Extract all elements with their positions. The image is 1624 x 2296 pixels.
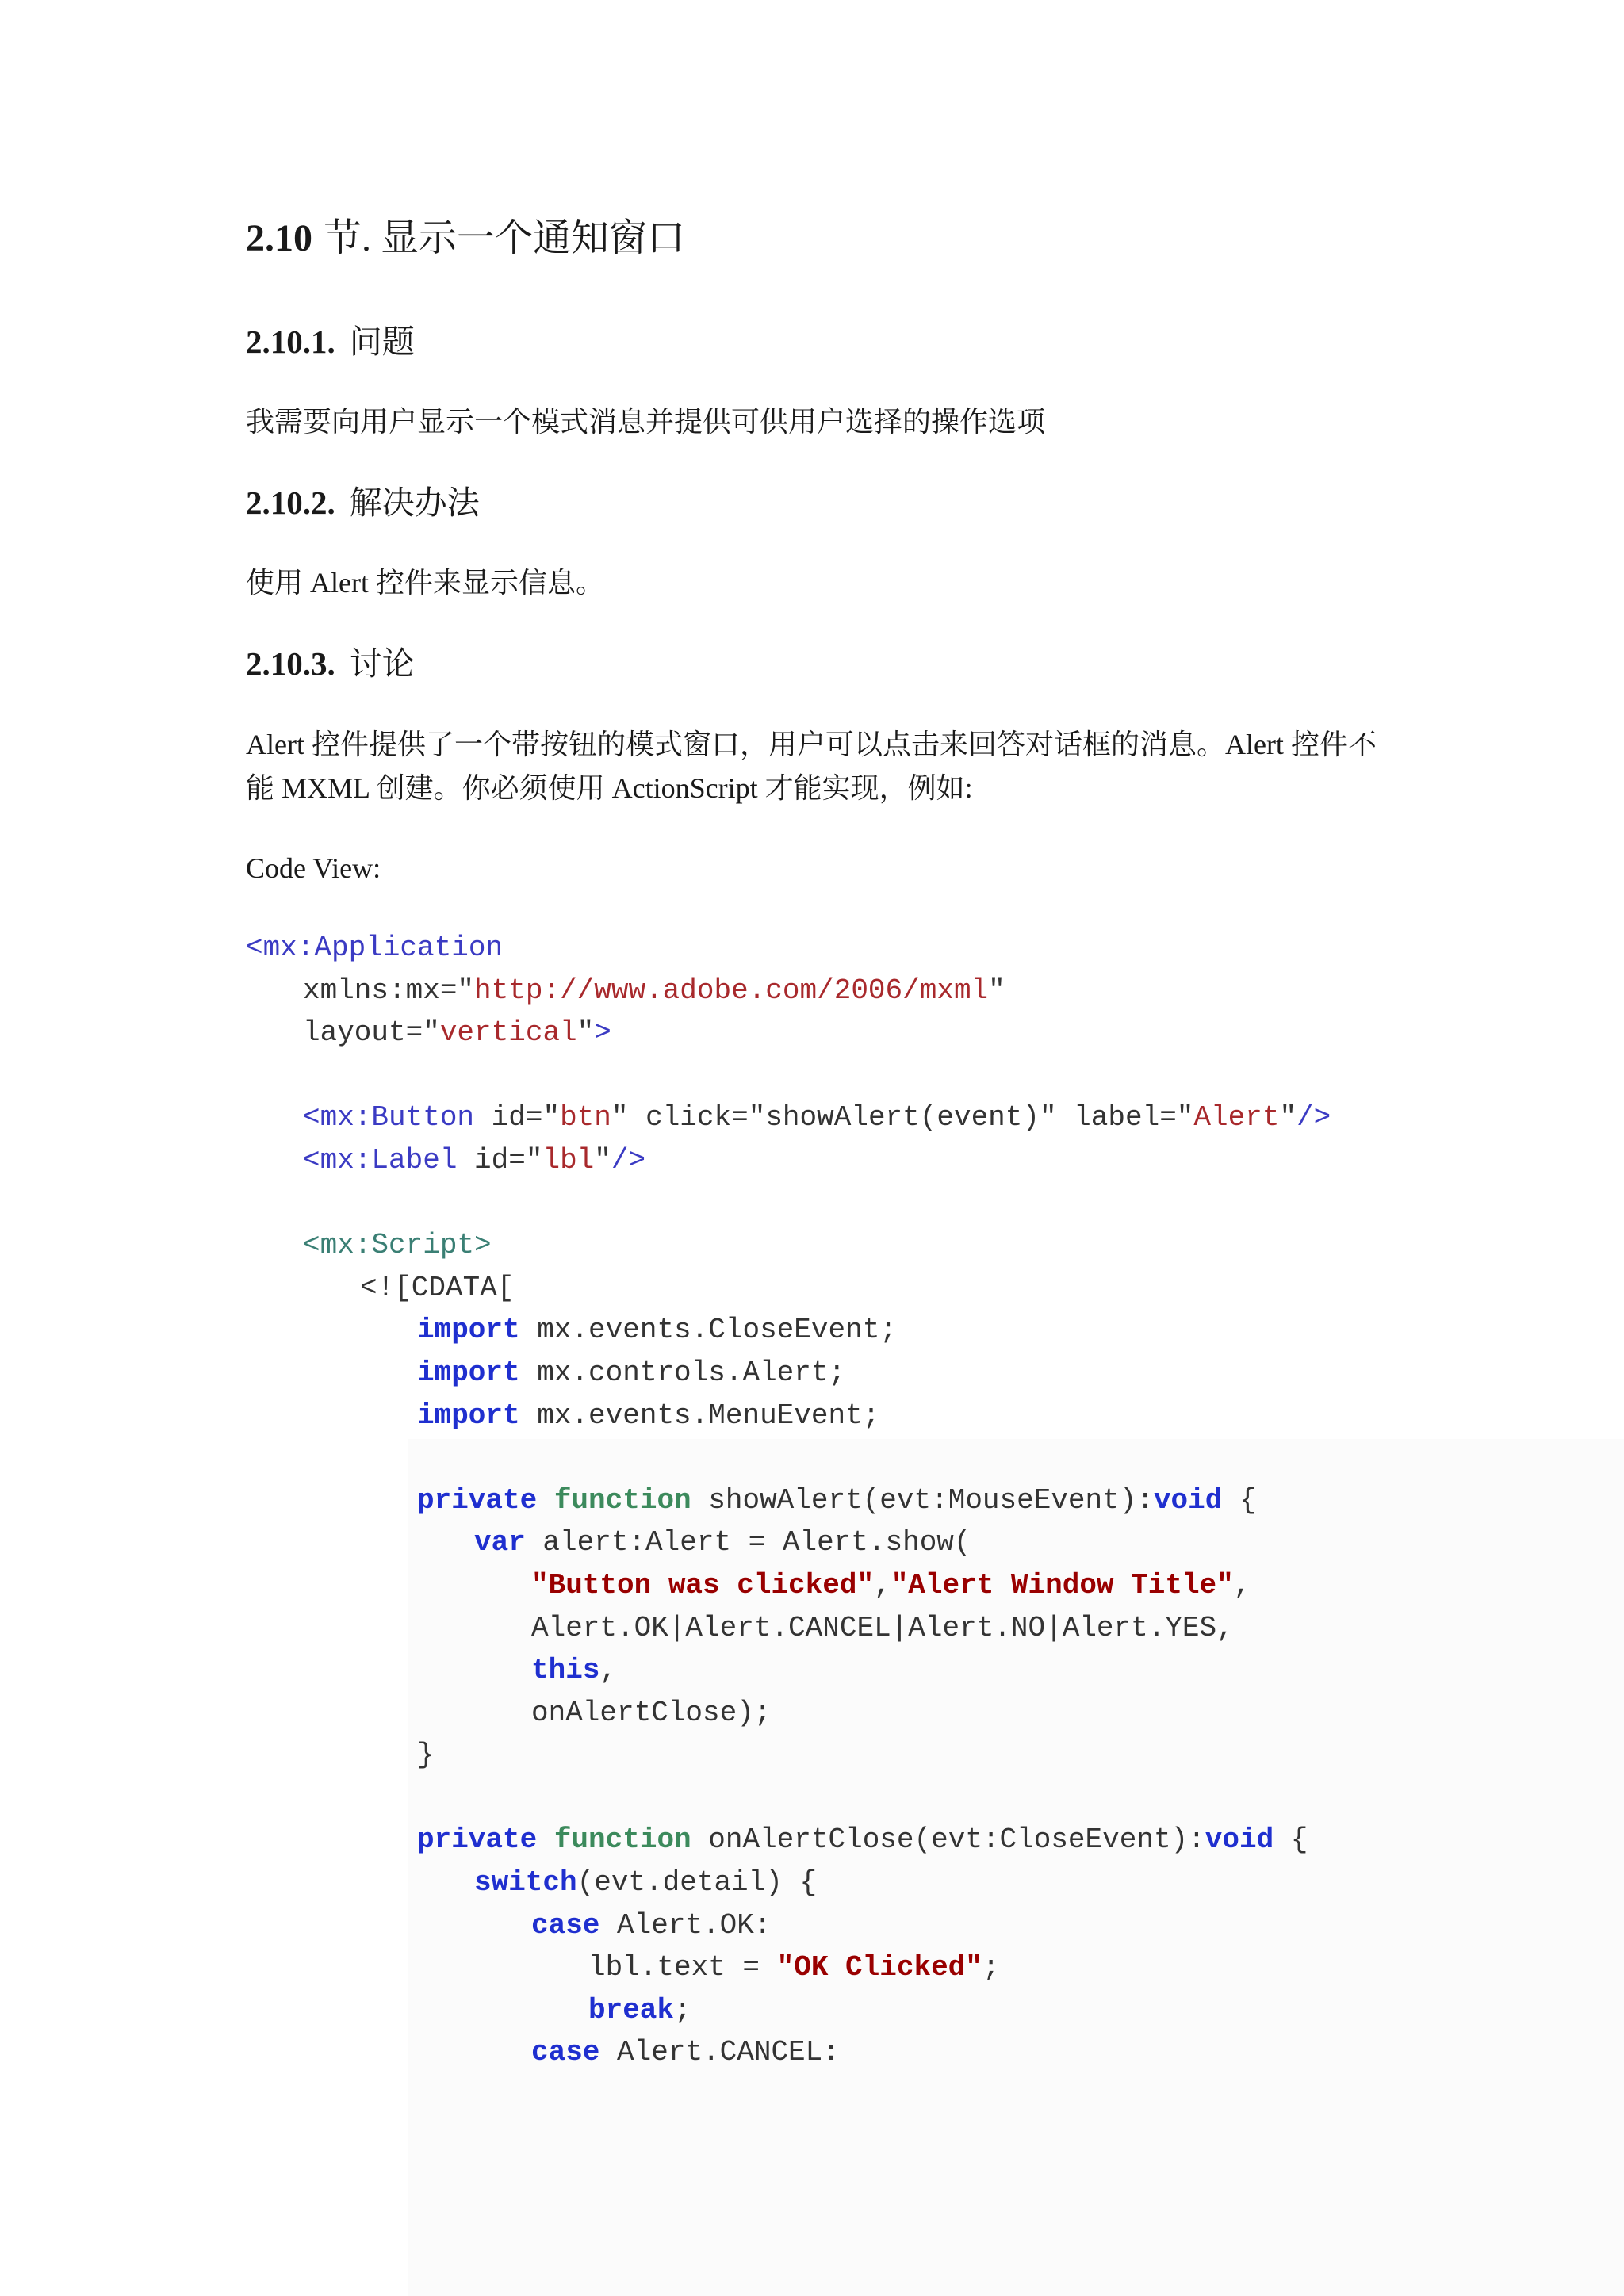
code-token-tag: /> bbox=[1297, 1101, 1331, 1135]
code-token-keyword: import bbox=[417, 1356, 520, 1389]
code-token-plain: } bbox=[417, 1739, 435, 1772]
code-line bbox=[246, 1692, 1331, 1735]
code-token-function-keyword: function bbox=[553, 1823, 691, 1857]
subsection-heading-discussion bbox=[246, 641, 415, 686]
code-token-plain: Alert.CANCEL: bbox=[599, 2036, 840, 2069]
code-line bbox=[246, 1989, 1331, 2032]
code-token-plain: " bbox=[1279, 1101, 1297, 1135]
paragraph-line: 能 MXML 创建。你必须使用 ActionScript 才能实现，例如: bbox=[246, 772, 973, 804]
code-token-plain: Alert.OK: bbox=[599, 1908, 772, 1942]
code-token-tag: > bbox=[594, 1016, 611, 1050]
discussion-paragraph bbox=[246, 723, 1377, 810]
code-token-attr-value: btn bbox=[560, 1101, 611, 1135]
code-token-plain: layout=" bbox=[303, 1016, 440, 1050]
code-token-tag: <mx:Application bbox=[246, 932, 504, 964]
code-line bbox=[246, 1862, 1331, 1904]
code-token-plain: Alert.OK|Alert.CANCEL|Alert.NO|Alert.YES, bbox=[531, 1611, 1234, 1644]
code-line bbox=[246, 2031, 1331, 2074]
subsection-heading-solution bbox=[246, 480, 480, 525]
code-listing bbox=[246, 927, 1331, 2074]
code-token-plain: mx.events.MenuEvent; bbox=[519, 1399, 880, 1432]
code-token-keyword: this bbox=[531, 1654, 600, 1687]
code-token-tag: <mx:Label bbox=[303, 1143, 458, 1177]
code-token-function-keyword: function bbox=[553, 1483, 691, 1517]
code-line bbox=[246, 1012, 1331, 1054]
code-line bbox=[246, 1607, 1331, 1650]
code-token-attr-value: http://www.adobe.com/2006/mxml bbox=[474, 974, 989, 1007]
code-token-keyword: import bbox=[417, 1314, 520, 1347]
code-token-plain: " bbox=[594, 1143, 611, 1177]
code-token-plain: id=" bbox=[457, 1143, 543, 1177]
code-line bbox=[246, 1734, 1331, 1777]
code-line bbox=[246, 1904, 1331, 1947]
code-line bbox=[246, 1395, 1331, 1437]
code-token-plain: id=" bbox=[474, 1101, 561, 1135]
code-token-string: "Button was clicked" bbox=[531, 1568, 875, 1601]
code-token-plain: , bbox=[874, 1568, 891, 1601]
code-token-keyword: var bbox=[474, 1526, 526, 1559]
code-line bbox=[246, 970, 1331, 1012]
code-token-plain: alert:Alert = Alert.show( bbox=[525, 1526, 971, 1559]
code-token-keyword: break bbox=[588, 1993, 675, 2026]
code-token-plain: mx.events.CloseEvent; bbox=[519, 1314, 897, 1347]
code-token-keyword: void bbox=[1205, 1823, 1274, 1857]
subsection-title: 解决办法 bbox=[349, 484, 480, 521]
subsection-number: 2.10.1. bbox=[246, 323, 335, 360]
code-token-plain: ; bbox=[674, 1993, 691, 2026]
code-token-plain: <![CDATA[ bbox=[360, 1271, 515, 1304]
code-token-keyword: import bbox=[417, 1399, 520, 1432]
code-token-plain: lbl.text = bbox=[588, 1951, 777, 1984]
code-line bbox=[246, 1564, 1331, 1607]
code-token-plain: ; bbox=[982, 1951, 1000, 1984]
code-token-keyword: case bbox=[531, 2036, 600, 2069]
code-token-plain: mx.controls.Alert; bbox=[519, 1356, 846, 1389]
code-token-plain: onAlertClose(evt:CloseEvent): bbox=[691, 1823, 1205, 1857]
subsection-title: 讨论 bbox=[349, 645, 415, 682]
section-title bbox=[246, 215, 685, 262]
code-line bbox=[246, 1819, 1331, 1862]
code-line bbox=[246, 1309, 1331, 1352]
section-number: 2.10 bbox=[246, 217, 312, 259]
code-token-plain: { bbox=[1274, 1823, 1308, 1857]
code-token-keyword: switch bbox=[474, 1866, 577, 1900]
code-line bbox=[246, 1352, 1331, 1395]
code-line bbox=[246, 1649, 1331, 1692]
code-token-attr-value: Alert bbox=[1193, 1101, 1280, 1135]
code-view-label: Code View: bbox=[246, 852, 381, 884]
code-line bbox=[246, 1139, 1331, 1182]
code-token-plain: " bbox=[576, 1016, 595, 1050]
subsection-number: 2.10.3. bbox=[246, 645, 335, 682]
code-token-attr-value: lbl bbox=[542, 1143, 595, 1177]
code-line bbox=[246, 1224, 1331, 1267]
code-line bbox=[246, 1096, 1331, 1139]
code-token-plain: onAlertClose); bbox=[531, 1696, 772, 1729]
code-token-plain: , bbox=[1233, 1568, 1251, 1601]
subsection-title: 问题 bbox=[349, 323, 415, 360]
code-line bbox=[246, 927, 1331, 970]
code-token-script-tag: <mx:Script> bbox=[303, 1229, 492, 1262]
code-token-plain: xmlns:mx=" bbox=[303, 974, 475, 1007]
code-token-string: "OK Clicked" bbox=[776, 1951, 982, 1984]
code-line bbox=[246, 1946, 1331, 1989]
code-token-plain: , bbox=[599, 1654, 618, 1687]
code-line bbox=[246, 1479, 1331, 1522]
solution-paragraph: 使用 Alert 控件来显示信息。 bbox=[246, 567, 604, 599]
section-title-text: 节. 显示一个通知窗口 bbox=[324, 217, 686, 259]
code-token-string: "Alert Window Title" bbox=[891, 1568, 1234, 1601]
subsection-heading-problem bbox=[246, 320, 415, 364]
code-token-keyword: private bbox=[417, 1823, 554, 1857]
code-token-plain: " bbox=[988, 974, 1005, 1007]
code-line-blank bbox=[246, 1182, 1331, 1225]
code-token-keyword: private bbox=[417, 1483, 554, 1517]
code-line bbox=[246, 1521, 1331, 1564]
problem-paragraph: 我需要向用户显示一个模式消息并提供可供用户选择的操作选项 bbox=[246, 406, 1046, 438]
code-token-plain: (evt.detail) { bbox=[576, 1866, 818, 1900]
code-token-keyword: case bbox=[531, 1908, 600, 1942]
code-token-tag: <mx:Button bbox=[303, 1101, 475, 1135]
code-line bbox=[246, 1267, 1331, 1310]
code-line-blank bbox=[246, 1437, 1331, 1479]
code-line-blank bbox=[246, 1054, 1331, 1097]
code-token-attr-value: vertical bbox=[439, 1016, 577, 1050]
paragraph-line: Alert 控件提供了一个带按钮的模式窗口，用户可以点击来回答对话框的消息。Alert 控件不 bbox=[246, 729, 1377, 760]
subsection-number: 2.10.2. bbox=[246, 484, 335, 521]
code-token-plain: " click="showAlert(event)" label=" bbox=[611, 1101, 1194, 1135]
code-token-plain: showAlert(evt:MouseEvent): bbox=[691, 1483, 1154, 1517]
code-line-blank bbox=[246, 1777, 1331, 1820]
code-token-keyword: void bbox=[1153, 1483, 1223, 1517]
code-token-plain: { bbox=[1222, 1483, 1257, 1517]
code-token-tag: /> bbox=[611, 1143, 646, 1177]
